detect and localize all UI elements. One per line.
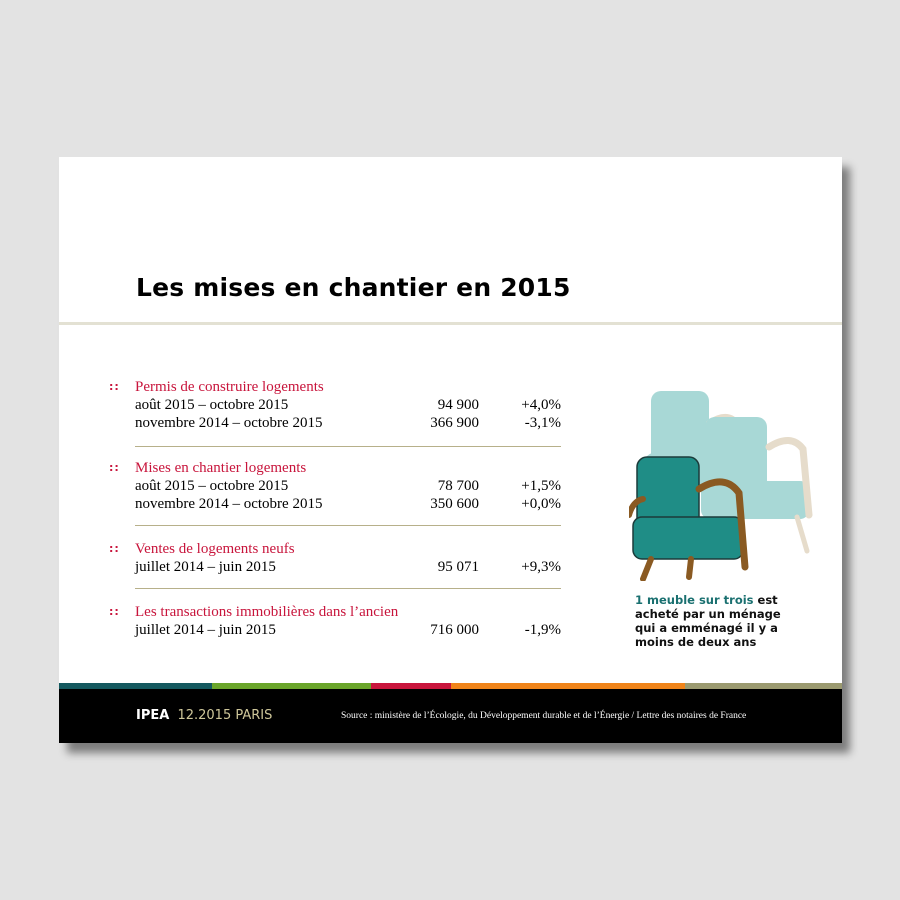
- table-row: [109, 495, 561, 513]
- section-heading: [109, 540, 561, 558]
- bullet-icon: ::: [109, 461, 120, 474]
- table-row: [109, 477, 561, 495]
- row-change: +1,5%: [521, 478, 561, 494]
- table-row: [109, 621, 561, 639]
- row-change: +4,0%: [521, 397, 561, 413]
- section-heading-label: Mises en chantier logements: [135, 460, 307, 476]
- footer-brand: [136, 708, 272, 723]
- bullet-icon: ::: [109, 380, 120, 393]
- caption-line4: moins de deux ans: [635, 635, 757, 649]
- row-period: juillet 2014 – juin 2015: [135, 559, 276, 575]
- table-row: [109, 396, 561, 414]
- bullet-icon: ::: [109, 542, 120, 555]
- row-value: 94 900: [437, 397, 479, 413]
- row-value: 95 071: [437, 559, 479, 575]
- row-change: +9,3%: [521, 559, 561, 575]
- section-heading-label: Permis de construire logements: [135, 379, 324, 395]
- section-heading: [109, 459, 561, 477]
- section-mises-en-chantier: [109, 459, 561, 513]
- table-row: [109, 414, 561, 432]
- row-change: -1,9%: [524, 622, 561, 638]
- row-change: +0,0%: [521, 496, 561, 512]
- caption-highlight: 1 meuble sur trois: [635, 593, 754, 607]
- row-period: novembre 2014 – octobre 2015: [135, 415, 323, 431]
- slide: [59, 157, 842, 743]
- section-heading: [109, 603, 561, 621]
- section-heading: [109, 378, 561, 396]
- row-value: 78 700: [437, 478, 479, 494]
- caption-line2: acheté par un ménage: [635, 607, 781, 621]
- armchair-illustration: [629, 381, 824, 581]
- row-period: juillet 2014 – juin 2015: [135, 622, 276, 638]
- footer: [59, 689, 842, 743]
- table-row: [109, 558, 561, 576]
- section-transactions: [109, 603, 561, 639]
- section-divider: [135, 588, 561, 589]
- section-divider: [135, 446, 561, 447]
- row-period: août 2015 – octobre 2015: [135, 397, 289, 413]
- row-period: novembre 2014 – octobre 2015: [135, 496, 323, 512]
- row-value: 350 600: [430, 496, 479, 512]
- row-value: 716 000: [430, 622, 479, 638]
- caption-line3: qui a emménagé il y a: [635, 621, 778, 635]
- title-divider: [59, 322, 842, 325]
- section-permis: [109, 378, 561, 432]
- chair-caption: [635, 593, 825, 649]
- row-period: août 2015 – octobre 2015: [135, 478, 289, 494]
- brand-name: IPEA: [136, 708, 170, 723]
- section-heading-label: Les transactions immobilières dans l’ancien: [135, 604, 399, 620]
- brand-date: 12.2015 PARIS: [177, 708, 273, 723]
- source-note: Source : ministère de l’Écologie, du Développement durable et de l’Énergie / Lettre des notaires de France: [341, 711, 747, 721]
- slide-title: Les mises en chantier en 2015: [136, 273, 571, 302]
- caption-line1-rest: est: [753, 593, 778, 607]
- section-ventes: [109, 540, 561, 576]
- row-change: -3,1%: [524, 415, 561, 431]
- section-divider: [135, 525, 561, 526]
- bullet-icon: ::: [109, 605, 120, 618]
- section-heading-label: Ventes de logements neufs: [135, 541, 295, 557]
- row-value: 366 900: [430, 415, 479, 431]
